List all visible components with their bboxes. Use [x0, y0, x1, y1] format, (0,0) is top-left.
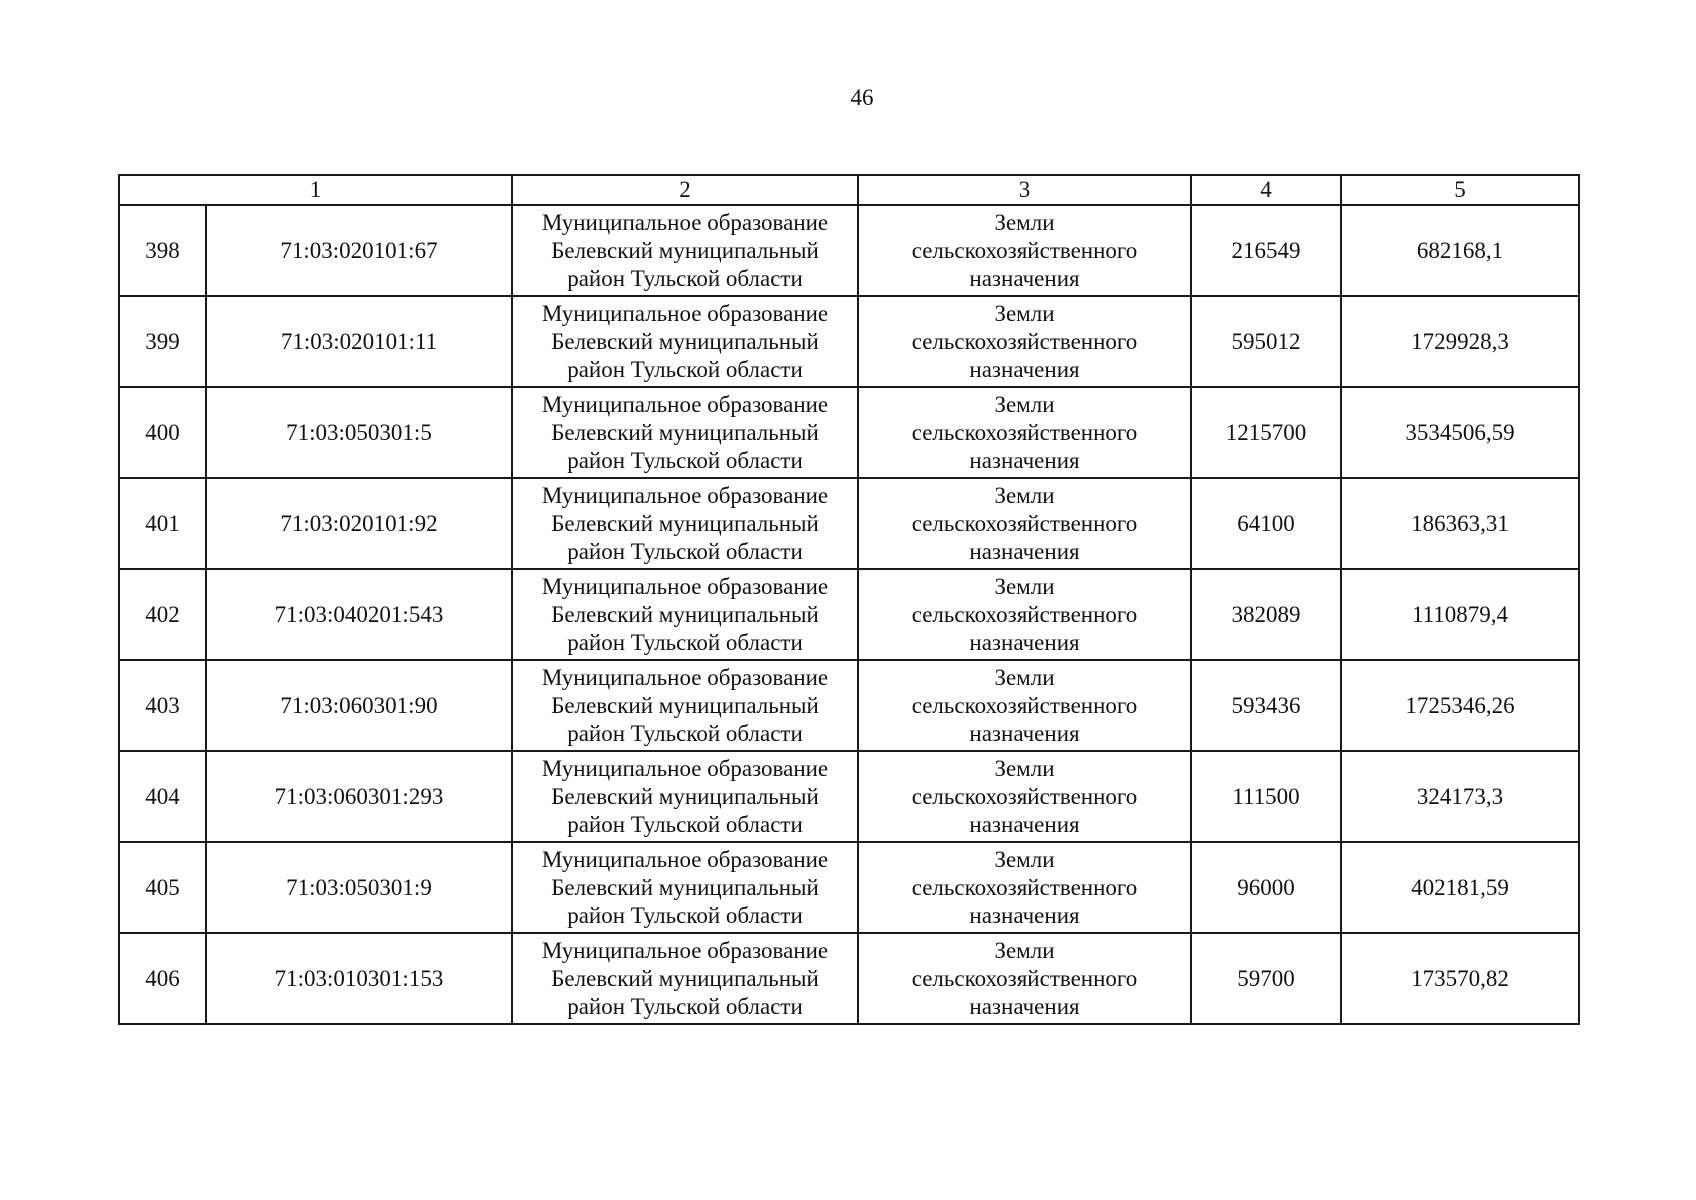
owner-name: Муниципальное образование Белевский муниципальный район Тульской области	[512, 205, 858, 296]
row-number: 402	[119, 569, 206, 660]
cadastral-value: 173570,82	[1341, 933, 1579, 1024]
cadastral-number: 71:03:020101:11	[206, 296, 512, 387]
cadastral-number: 71:03:020101:67	[206, 205, 512, 296]
owner-name: Муниципальное образование Белевский муниципальный район Тульской области	[512, 387, 858, 478]
land-category: Земли сельскохозяйственного назначения	[858, 296, 1191, 387]
area-value: 111500	[1191, 751, 1341, 842]
column-header-1: 1	[119, 175, 512, 205]
cadastral-value: 1729928,3	[1341, 296, 1579, 387]
area-value: 593436	[1191, 660, 1341, 751]
cadastral-number: 71:03:010301:153	[206, 933, 512, 1024]
owner-name: Муниципальное образование Белевский муниципальный район Тульской области	[512, 660, 858, 751]
cadastral-number: 71:03:060301:90	[206, 660, 512, 751]
row-number: 398	[119, 205, 206, 296]
column-header-3: 3	[858, 175, 1191, 205]
table-row	[119, 933, 1579, 1024]
cadastral-value: 682168,1	[1341, 205, 1579, 296]
land-category: Земли сельскохозяйственного назначения	[858, 933, 1191, 1024]
land-category: Земли сельскохозяйственного назначения	[858, 478, 1191, 569]
area-value: 59700	[1191, 933, 1341, 1024]
cadastral-value: 1725346,26	[1341, 660, 1579, 751]
row-number: 404	[119, 751, 206, 842]
cadastral-number: 71:03:060301:293	[206, 751, 512, 842]
cadastral-value: 186363,31	[1341, 478, 1579, 569]
cadastral-value: 402181,59	[1341, 842, 1579, 933]
row-number: 399	[119, 296, 206, 387]
cadastral-value: 324173,3	[1341, 751, 1579, 842]
owner-name: Муниципальное образование Белевский муниципальный район Тульской области	[512, 296, 858, 387]
table-row	[119, 478, 1579, 569]
column-header-2: 2	[512, 175, 858, 205]
page-number: 46	[850, 85, 874, 110]
land-category: Земли сельскохозяйственного назначения	[858, 660, 1191, 751]
table-row	[119, 751, 1579, 842]
owner-name: Муниципальное образование Белевский муниципальный район Тульской области	[512, 842, 858, 933]
owner-name: Муниципальное образование Белевский муниципальный район Тульской области	[512, 933, 858, 1024]
cadastral-number: 71:03:050301:9	[206, 842, 512, 933]
table-body	[119, 205, 1579, 1024]
row-number: 403	[119, 660, 206, 751]
table-row	[119, 842, 1579, 933]
table-row	[119, 205, 1579, 296]
header-row	[119, 175, 1579, 205]
table-row	[119, 387, 1579, 478]
table-row	[119, 660, 1579, 751]
table-row	[119, 569, 1579, 660]
column-header-4: 4	[1191, 175, 1341, 205]
row-number: 400	[119, 387, 206, 478]
area-value: 1215700	[1191, 387, 1341, 478]
owner-name: Муниципальное образование Белевский муниципальный район Тульской области	[512, 569, 858, 660]
row-number: 405	[119, 842, 206, 933]
area-value: 382089	[1191, 569, 1341, 660]
land-category: Земли сельскохозяйственного назначения	[858, 569, 1191, 660]
land-plots-table	[118, 174, 1580, 1025]
cadastral-value: 1110879,4	[1341, 569, 1579, 660]
owner-name: Муниципальное образование Белевский муниципальный район Тульской области	[512, 751, 858, 842]
row-number: 406	[119, 933, 206, 1024]
land-category: Земли сельскохозяйственного назначения	[858, 387, 1191, 478]
table-row	[119, 296, 1579, 387]
land-category: Земли сельскохозяйственного назначения	[858, 205, 1191, 296]
table-header	[119, 175, 1579, 205]
area-value: 216549	[1191, 205, 1341, 296]
column-header-5: 5	[1341, 175, 1579, 205]
cadastral-value: 3534506,59	[1341, 387, 1579, 478]
area-value: 595012	[1191, 296, 1341, 387]
land-category: Земли сельскохозяйственного назначения	[858, 751, 1191, 842]
land-category: Земли сельскохозяйственного назначения	[858, 842, 1191, 933]
owner-name: Муниципальное образование Белевский муниципальный район Тульской области	[512, 478, 858, 569]
area-value: 96000	[1191, 842, 1341, 933]
area-value: 64100	[1191, 478, 1341, 569]
row-number: 401	[119, 478, 206, 569]
cadastral-number: 71:03:050301:5	[206, 387, 512, 478]
cadastral-number: 71:03:020101:92	[206, 478, 512, 569]
cadastral-number: 71:03:040201:543	[206, 569, 512, 660]
